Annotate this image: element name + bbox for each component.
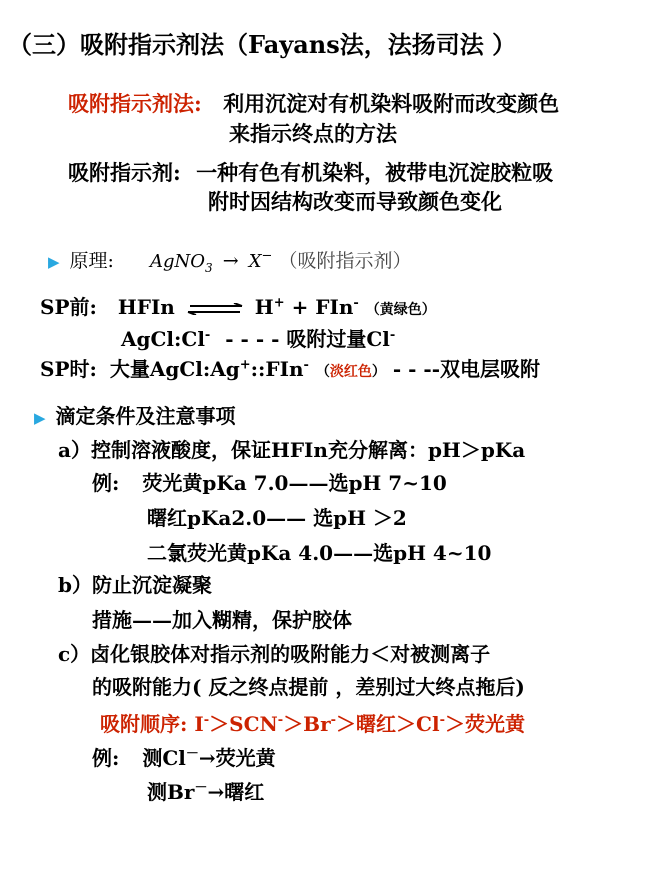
principle-ion: X — [248, 251, 262, 272]
equilibrium-right-fin: + FIn — [291, 295, 354, 319]
equilibrium-left: HFIn — [117, 295, 175, 319]
condition-b: b）防止沉淀凝聚 — [58, 573, 212, 597]
principle-reagent-subscript: 3 — [205, 260, 213, 275]
adsorption-order-label: 吸附顺序: — [100, 712, 188, 736]
equilibrium-right-h-charge: + — [273, 295, 285, 311]
order-eosin-chloride: ＞曙红＞Cl — [336, 712, 440, 736]
example-bromide-a: 测Br — [147, 780, 195, 804]
sp-before-adsorb-a-charge: - — [204, 327, 211, 343]
sp-at-line — [40, 353, 540, 382]
sp-before-adsorb-a: AgCl:Cl — [121, 327, 205, 351]
definition-indicator — [68, 157, 553, 187]
sp-before-adsorb-b-charge: - — [389, 327, 396, 343]
example-bromide-charge: － — [194, 780, 208, 796]
definition-method-text-cont: 来指示终点的方法 — [229, 121, 397, 146]
sp-at-a-charge: + — [239, 357, 251, 373]
order-fluorescein: ＞荧光黄 — [444, 712, 525, 736]
order-scn-charge: - — [277, 712, 284, 728]
example-chloride-a: 测Cl — [142, 746, 186, 770]
example-label: 例: — [92, 471, 120, 495]
example-bromide-row — [147, 776, 264, 805]
sp-at-label: SP时: — [40, 357, 97, 381]
example-fluorescein: 荧光黄pKa 7.0——选pH 7~10 — [142, 471, 447, 495]
example-dichlorofluorescein: 二氯荧光黄pKa 4.0——选pH 4~10 — [147, 541, 492, 565]
principle-arrow: → — [222, 250, 239, 272]
definition-method — [68, 88, 559, 118]
bullet-triangle-icon: ▶ — [48, 253, 60, 271]
sp-before-adsorb-b: - - - - 吸附过量Cl — [225, 327, 390, 351]
order-iodide: I — [194, 712, 204, 736]
example-chloride-b: →荧光黄 — [198, 746, 276, 770]
equilibrium-right-fin-charge: - — [353, 295, 359, 311]
definition-indicator-text-cont: 附时因结构改变而导致颜色变化 — [208, 189, 502, 214]
example-chloride-charge: － — [185, 746, 199, 762]
definition-indicator-label: 吸附指示剂: — [68, 160, 181, 185]
condition-c-line2: 的吸附能力( 反之终点提前 ，差别过大终点拖后) — [92, 675, 525, 699]
definition-method-label: 吸附指示剂法: — [68, 91, 202, 116]
conditions-heading-row — [34, 400, 236, 429]
condition-c-line1: c）卤化银胶体对指示剂的吸附能力＜对被测离子 — [58, 642, 491, 666]
equilibrium-right-h: H — [254, 295, 274, 319]
order-bromide: ＞Br — [283, 712, 331, 736]
order-chloride-charge: - — [439, 712, 445, 728]
principle-reagent: AgNO — [150, 251, 206, 272]
sp-at-b: ::FIn — [250, 357, 304, 381]
adsorption-order — [100, 708, 525, 737]
conditions-heading: 滴定条件及注意事项 — [55, 404, 236, 428]
principle-line — [48, 246, 411, 273]
principle-ion-charge: − — [261, 248, 273, 264]
sp-before-line2 — [121, 323, 395, 352]
sp-at-a: 大量AgCl:Ag — [109, 357, 240, 381]
sp-at-b-charge: - — [303, 357, 309, 373]
principle-label: 原理: — [69, 250, 114, 272]
sp-before-line1 — [40, 291, 436, 320]
page-title: （三）吸附指示剂法（Fayans法，法扬司法 ） — [8, 30, 517, 59]
sp-at-color-open: （ — [315, 364, 330, 380]
sp-before-label: SP前: — [40, 295, 97, 319]
condition-a: a）控制溶液酸度，保证HFIn充分解离：pH＞pKa — [58, 438, 526, 462]
example-2-label: 例: — [92, 746, 120, 770]
principle-note: （吸附指示剂） — [278, 250, 412, 272]
order-scn: ＞SCN — [209, 712, 278, 736]
example-1-row — [92, 467, 447, 496]
order-iodide-charge: - — [203, 712, 210, 728]
sp-before-color: （黄绿色） — [365, 302, 436, 318]
order-bromide-charge: - — [330, 712, 337, 728]
sp-at-tail: - - --双电层吸附 — [392, 357, 541, 381]
condition-b-measure: 措施——加入糊精，保护胶体 — [92, 608, 352, 632]
example-2-row — [92, 742, 276, 771]
equilibrium-arrow-icon — [186, 303, 244, 315]
example-bromide-b: →曙红 — [207, 780, 265, 804]
sp-at-color: 淡红色 — [329, 364, 372, 380]
sp-at-color-close: ） — [371, 364, 386, 380]
bullet-triangle-icon: ▶ — [34, 409, 46, 427]
definition-method-text: 利用沉淀对有机染料吸附而改变颜色 — [223, 91, 560, 116]
example-eosin: 曙红pKa2.0—— 选pH ＞2 — [147, 506, 407, 530]
definition-indicator-text: 一种有色有机染料，被带电沉淀胶粒吸 — [196, 160, 554, 185]
